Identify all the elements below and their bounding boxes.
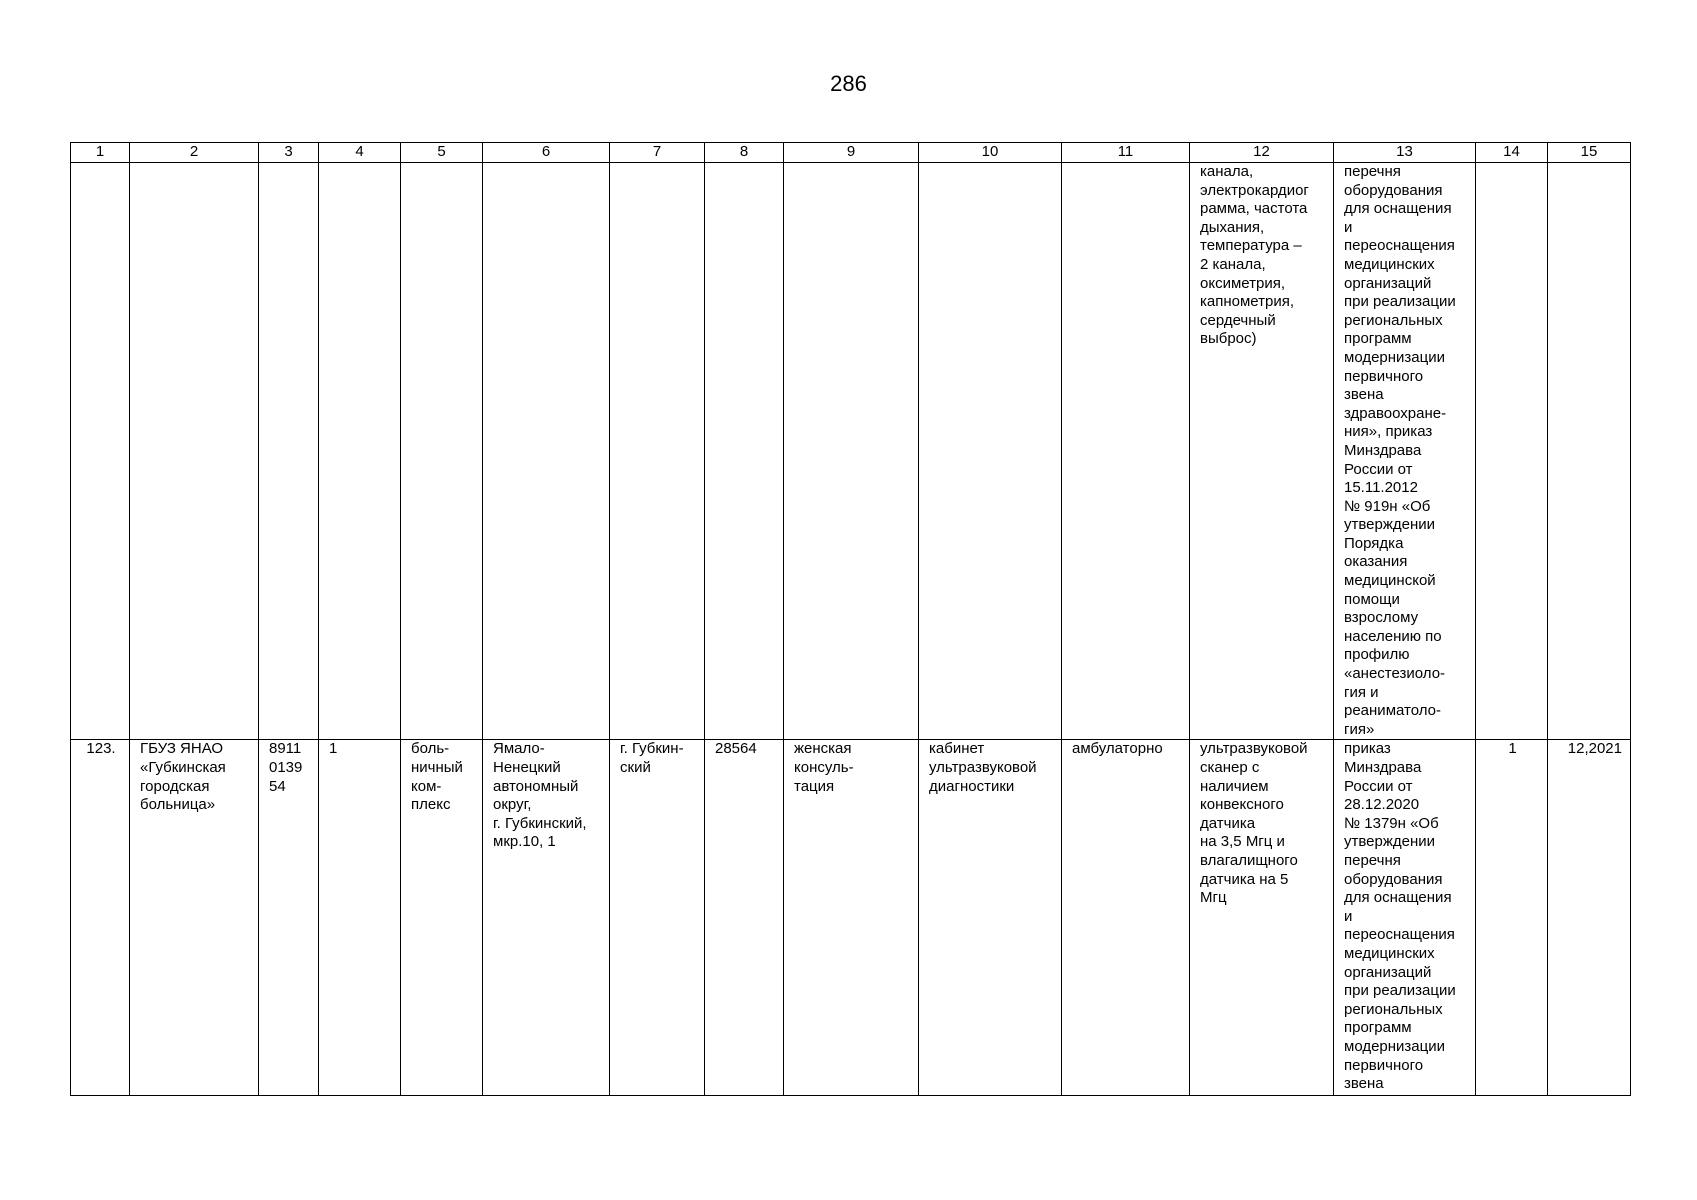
column-header: 11 bbox=[1062, 143, 1190, 163]
column-header: 1 bbox=[71, 143, 130, 163]
table-row-123 bbox=[71, 740, 1631, 1096]
cell-date bbox=[1548, 163, 1631, 740]
cell-address bbox=[483, 163, 610, 740]
cell-room: кабинет ультразвуковой диагностики bbox=[919, 740, 1062, 1096]
column-header: 2 bbox=[130, 143, 259, 163]
column-header: 13 bbox=[1334, 143, 1476, 163]
cell-code: 8911 0139 54 bbox=[259, 740, 319, 1096]
cell-organization: ГБУЗ ЯНАО «Губкинская городская больница» bbox=[130, 740, 259, 1096]
cell-address: Ямало- Ненецкий автономный округ, г. Губкинский, мкр.10, 1 bbox=[483, 740, 610, 1096]
cell-city bbox=[610, 163, 705, 740]
table-row-continuation bbox=[71, 163, 1631, 740]
column-header: 4 bbox=[319, 143, 401, 163]
column-header: 10 bbox=[919, 143, 1062, 163]
table-header-row bbox=[71, 143, 1631, 163]
cell-organization bbox=[130, 163, 259, 740]
cell-population bbox=[705, 163, 784, 740]
column-header: 8 bbox=[705, 143, 784, 163]
cell-care-mode bbox=[1062, 163, 1190, 740]
column-header: 14 bbox=[1476, 143, 1548, 163]
cell-quantity bbox=[1476, 163, 1548, 740]
cell-quantity: 1 bbox=[1476, 740, 1548, 1096]
cell-population: 28564 bbox=[705, 740, 784, 1096]
column-header: 6 bbox=[483, 143, 610, 163]
page-number: 286 bbox=[830, 71, 867, 96]
cell-city: г. Губкин- ский bbox=[610, 740, 705, 1096]
cell-equipment: ультразвуковой сканер с наличием конвексного датчика на 3,5 Мгц и влагалищного датчика на 5 Мгц bbox=[1190, 740, 1334, 1096]
cell-regulation: перечня оборудования для оснащения и переоснащения медицинских организаций при реализации региональных программ модернизации первичного звена здравоохране- ния», приказ Минздрава России от 15.11.2012 № 919н «Об утверждении Порядка оказания медицинской помощи взрослому населению по профилю «анестезиоло- гия и реаниматоло- гия» bbox=[1334, 163, 1476, 740]
cell-care-mode: амбулаторно bbox=[1062, 740, 1190, 1096]
cell-department: женская консуль- тация bbox=[784, 740, 919, 1096]
cell-department bbox=[784, 163, 919, 740]
column-header: 3 bbox=[259, 143, 319, 163]
cell-room bbox=[919, 163, 1062, 740]
cell-col4 bbox=[319, 163, 401, 740]
cell-facility-type bbox=[401, 163, 483, 740]
cell-code bbox=[259, 163, 319, 740]
cell-date: 12,2021 bbox=[1548, 740, 1631, 1096]
cell-number bbox=[71, 163, 130, 740]
column-header: 7 bbox=[610, 143, 705, 163]
cell-equipment: канала, электрокардиог рамма, частота дыхания, температура – 2 канала, оксиметрия, капнометрия, сердечный выброс) bbox=[1190, 163, 1334, 740]
column-header: 12 bbox=[1190, 143, 1334, 163]
cell-facility-type: боль- ничный ком- плекс bbox=[401, 740, 483, 1096]
column-header: 15 bbox=[1548, 143, 1631, 163]
cell-col4: 1 bbox=[319, 740, 401, 1096]
column-header: 9 bbox=[784, 143, 919, 163]
cell-number: 123. bbox=[71, 740, 130, 1096]
cell-regulation: приказ Минздрава России от 28.12.2020 № 1379н «Об утверждении перечня оборудования для оснащения и переоснащения медицинских организаций при реализации региональных программ модернизации первичного звена bbox=[1334, 740, 1476, 1096]
column-header: 5 bbox=[401, 143, 483, 163]
equipment-table bbox=[70, 142, 1631, 1096]
